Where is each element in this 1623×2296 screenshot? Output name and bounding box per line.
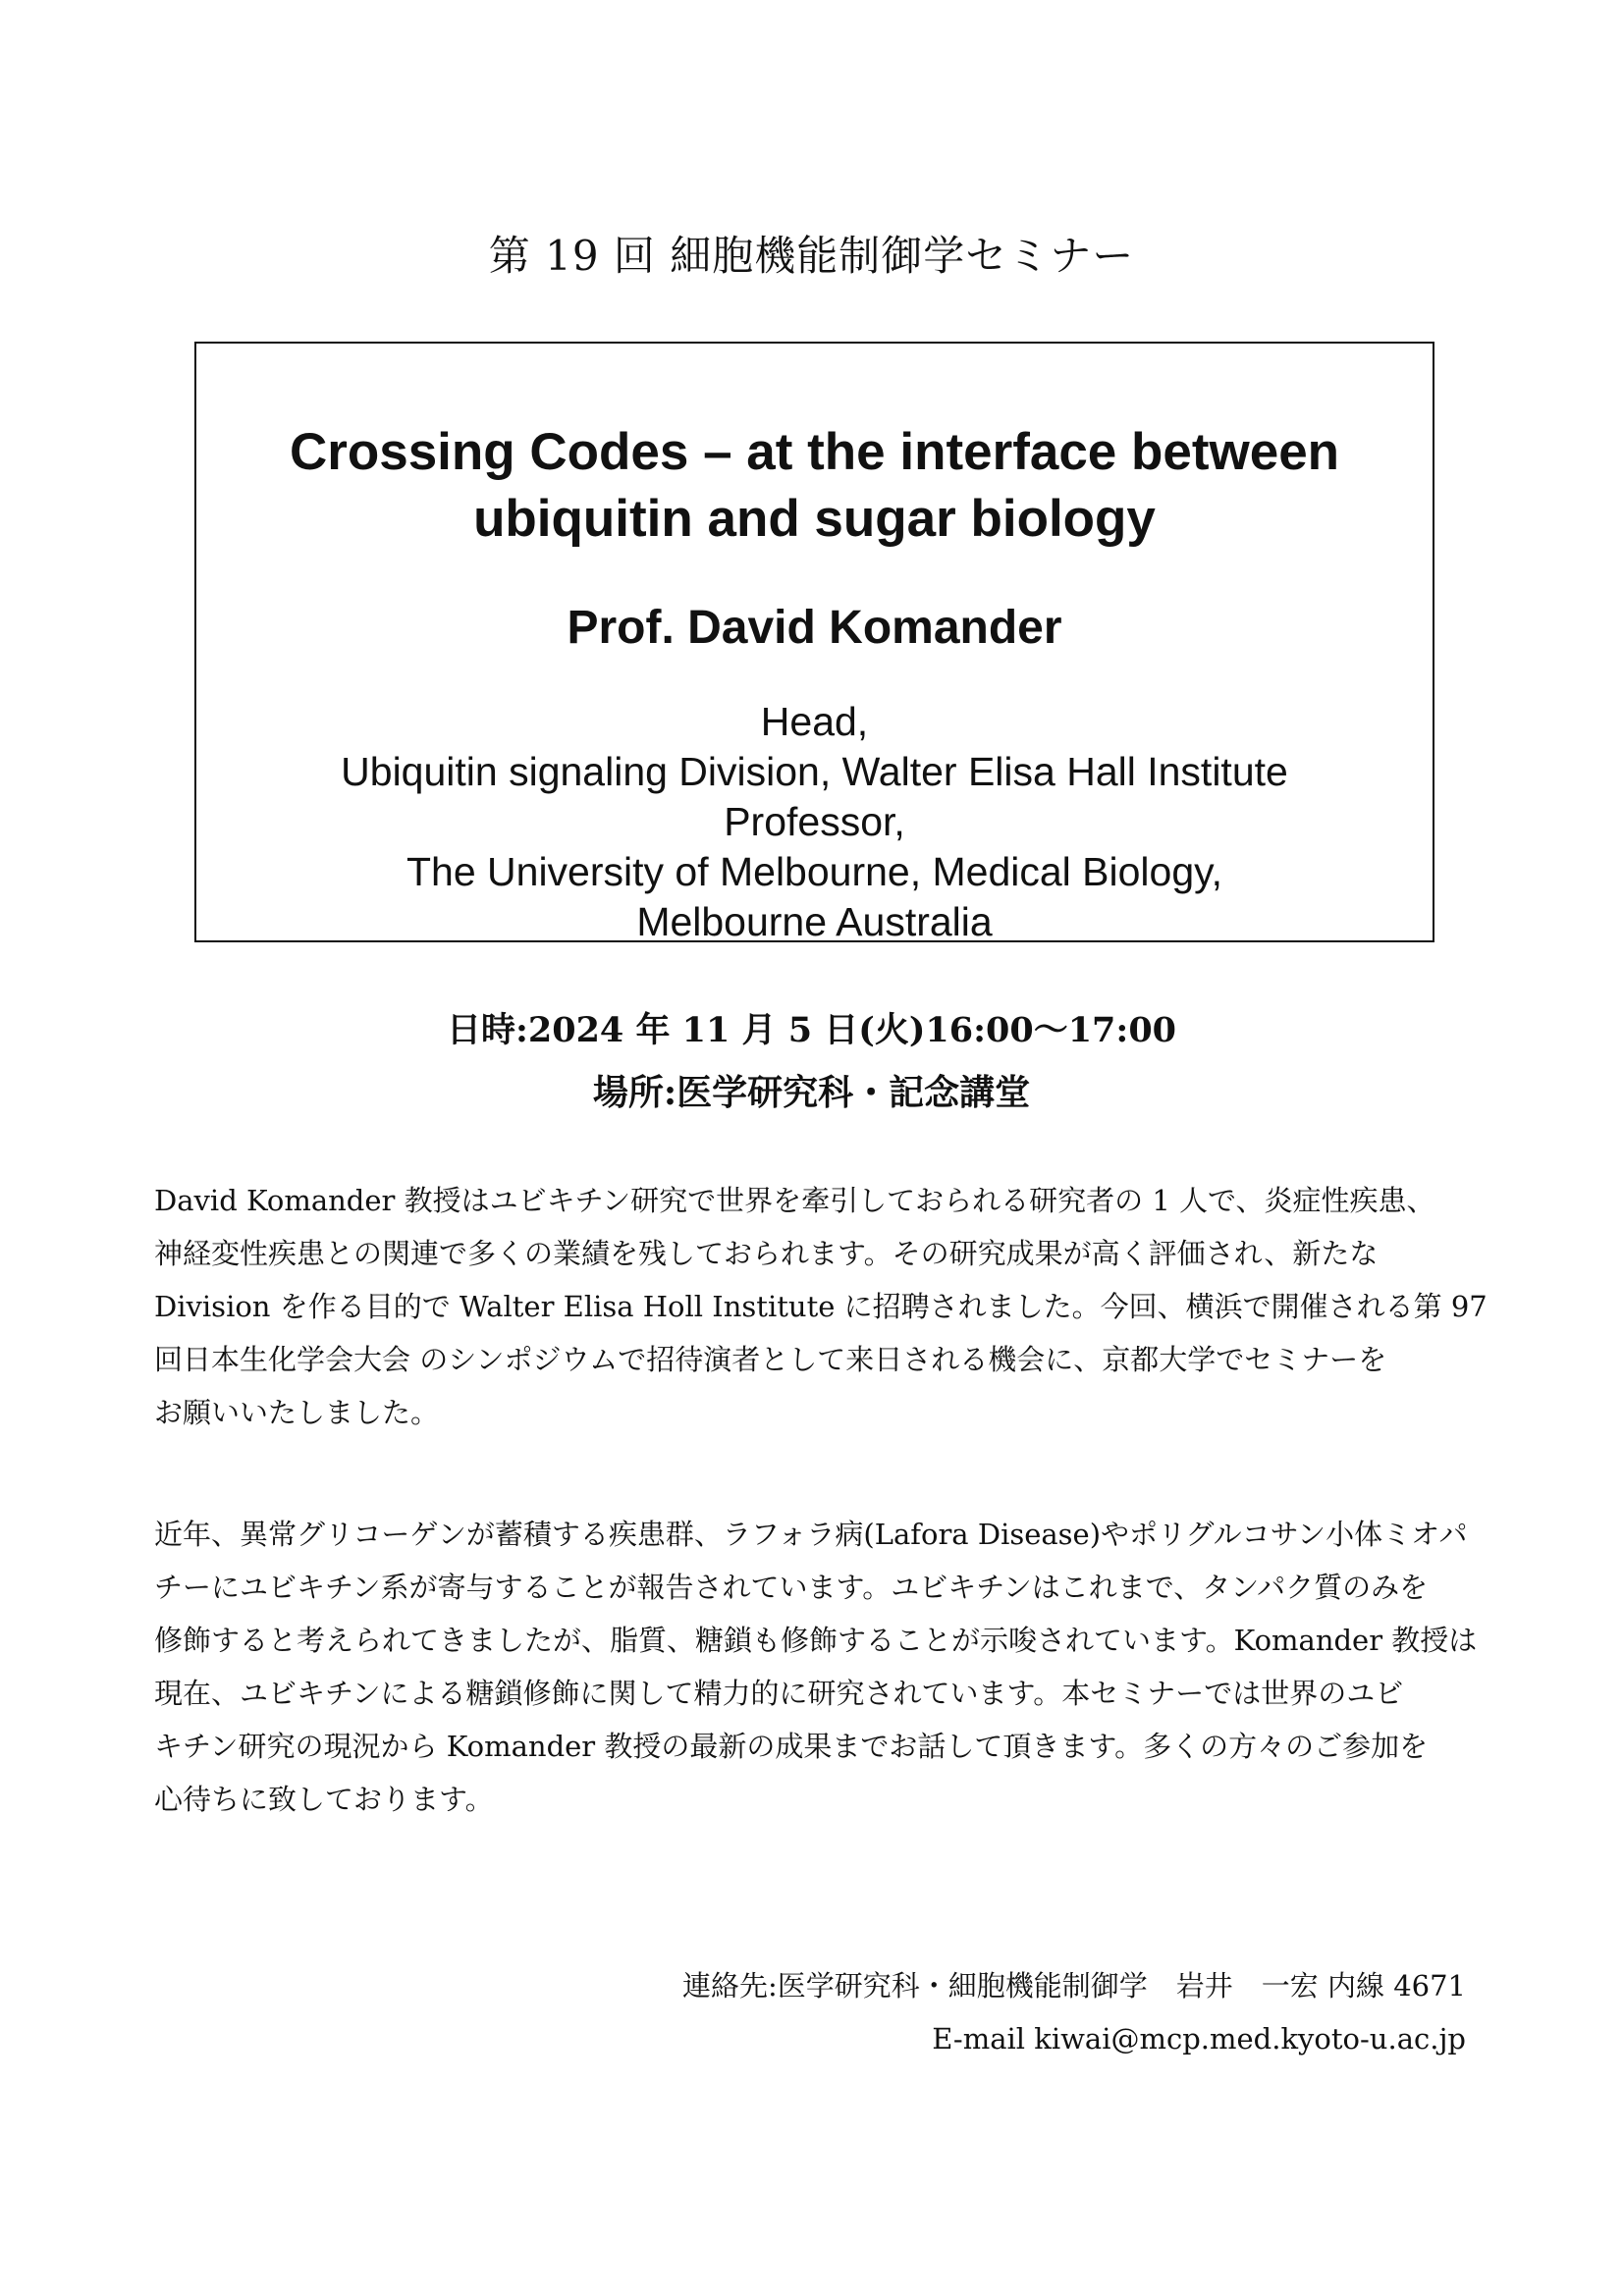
paragraph-research — [154, 1508, 1489, 1826]
contact-line: 連絡先:医学研究科・細胞機能制御学 岩井 一宏 内線 4671 — [681, 1969, 1466, 2002]
affiliation-line-2: Ubiquitin signaling Division, Walter Elisa Hall Institute — [341, 749, 1288, 794]
paragraph-line: 修飾すると考えられてきましたが、脂質、糖鎖も修飾することが示唆されています。Komander 教授は — [154, 1624, 1478, 1657]
paragraph-line: チーにユビキチン系が寄与することが報告されています。ユビキチンはこれまで、タンパク質のみを — [154, 1571, 1429, 1604]
affiliation-line-4: The University of Melbourne, Medical Biology, — [406, 849, 1222, 894]
paragraph-intro — [154, 1174, 1489, 1439]
contact-info — [682, 1959, 1466, 2065]
paragraph-line: お願いいたしました。 — [154, 1396, 440, 1429]
talk-title — [196, 419, 1433, 553]
paragraph-line: 神経変性疾患との関連で多くの業績を残しておられます。その研究成果が高く評価され、新たな — [154, 1237, 1379, 1270]
talk-title-line-2: ubiquitin and sugar biology — [473, 490, 1156, 548]
speaker-name: Prof. David Komander — [567, 602, 1062, 654]
paragraph-line: 回日本生化学会大会 のシンポジウムで招待演者として来日される機会に、京都大学でセミナーを — [154, 1343, 1387, 1376]
paragraph-line: キチン研究の現況から Komander 教授の最新の成果までお話して頂きます。多くの方々のご参加を — [154, 1730, 1429, 1763]
affiliation-line-5: Melbourne Australia — [636, 899, 993, 944]
paragraph-line: 現在、ユビキチンによる糖鎖修飾に関して精力的に研究されています。本セミナーでは世界のユビ — [154, 1677, 1404, 1710]
talk-title-line-1: Crossing Codes – at the interface between — [289, 423, 1340, 481]
affiliation-line-1: Head, — [760, 699, 869, 744]
series-title: 第 19 回 細胞機能制御学セミナー — [488, 232, 1135, 280]
event-place: 場所:医学研究科・記念講堂 — [592, 1072, 1031, 1113]
event-datetime: 日時:2024 年 11 月 5 日(火)16:00～17:00 — [446, 1010, 1177, 1050]
affiliation-line-3: Professor, — [724, 799, 905, 844]
speaker-affiliation — [196, 697, 1433, 947]
title-box — [194, 342, 1434, 942]
paragraph-line: 心待ちに致しております。 — [154, 1783, 494, 1816]
paragraph-line: Division を作る目的で Walter Elisa Holl Institute に招聘されました。今回、横浜で開催される第 97 — [154, 1290, 1488, 1323]
contact-email: E-mail kiwai@mcp.med.kyoto-u.ac.jp — [932, 2022, 1466, 2056]
paragraph-line: 近年、異常グリコーゲンが蓄積する疾患群、ラフォラ病(Lafora Disease)やポリグルコサン小体ミオパ — [154, 1518, 1468, 1551]
paragraph-line: David Komander 教授はユビキチン研究で世界を牽引しておられる研究者の 1 人で、炎症性疾患、 — [154, 1184, 1435, 1217]
